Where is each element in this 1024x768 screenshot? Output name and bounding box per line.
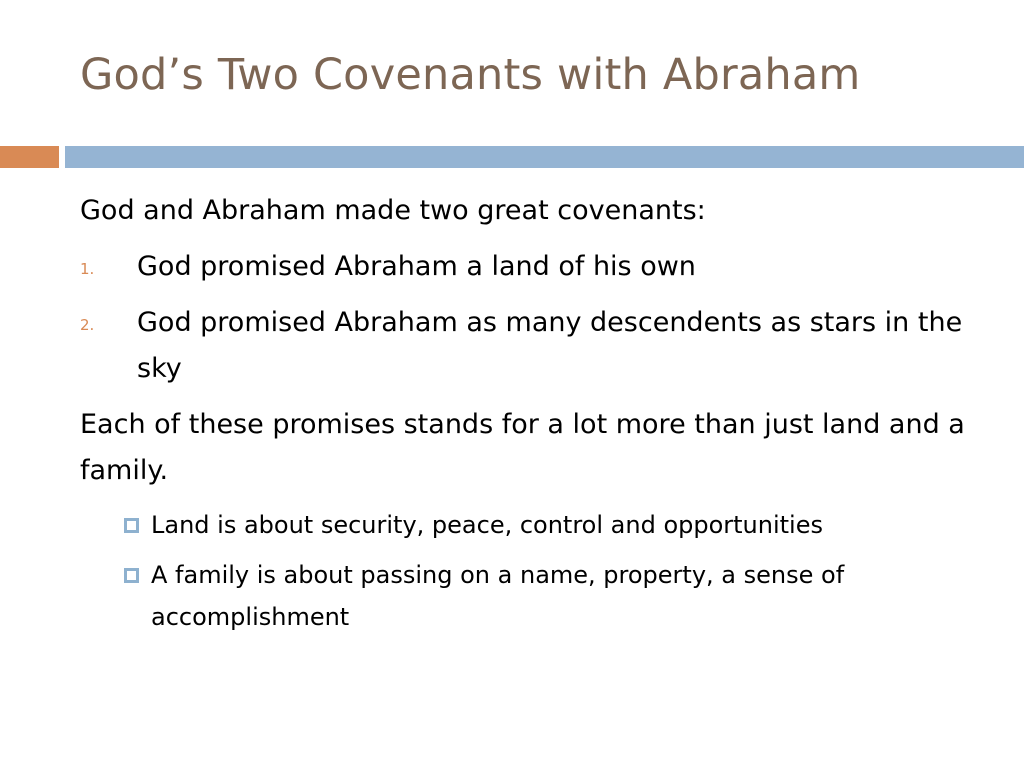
numbered-item-1 (80, 244, 980, 290)
accent-divider-bar (0, 146, 59, 168)
sub-bullet-item-1 (118, 504, 980, 546)
numbered-item-text: God promised Abraham as many descendents as stars in the sky (137, 307, 963, 384)
intro-paragraph: God and Abraham made two great covenants: (80, 195, 706, 226)
slide-body (80, 188, 980, 646)
second-paragraph: Each of these promises stands for a lot more than just land and a family. (80, 409, 965, 486)
sub-bullet-list (118, 504, 980, 638)
sub-bullet-item-2 (118, 554, 980, 638)
hollow-square-bullet-icon (124, 568, 139, 583)
hollow-square-bullet-icon (124, 518, 139, 533)
sub-bullet-text: A family is about passing on a name, property, a sense of accomplishment (151, 561, 845, 631)
number-marker: 1. (80, 260, 95, 278)
numbered-item-text: God promised Abraham a land of his own (137, 251, 696, 282)
slide-title: God’s Two Covenants with Abraham (80, 50, 861, 100)
main-divider-bar (65, 146, 1024, 168)
sub-bullet-text: Land is about security, peace, control and opportunities (151, 511, 823, 539)
numbered-item-2 (80, 300, 980, 392)
number-marker: 2. (80, 316, 95, 334)
